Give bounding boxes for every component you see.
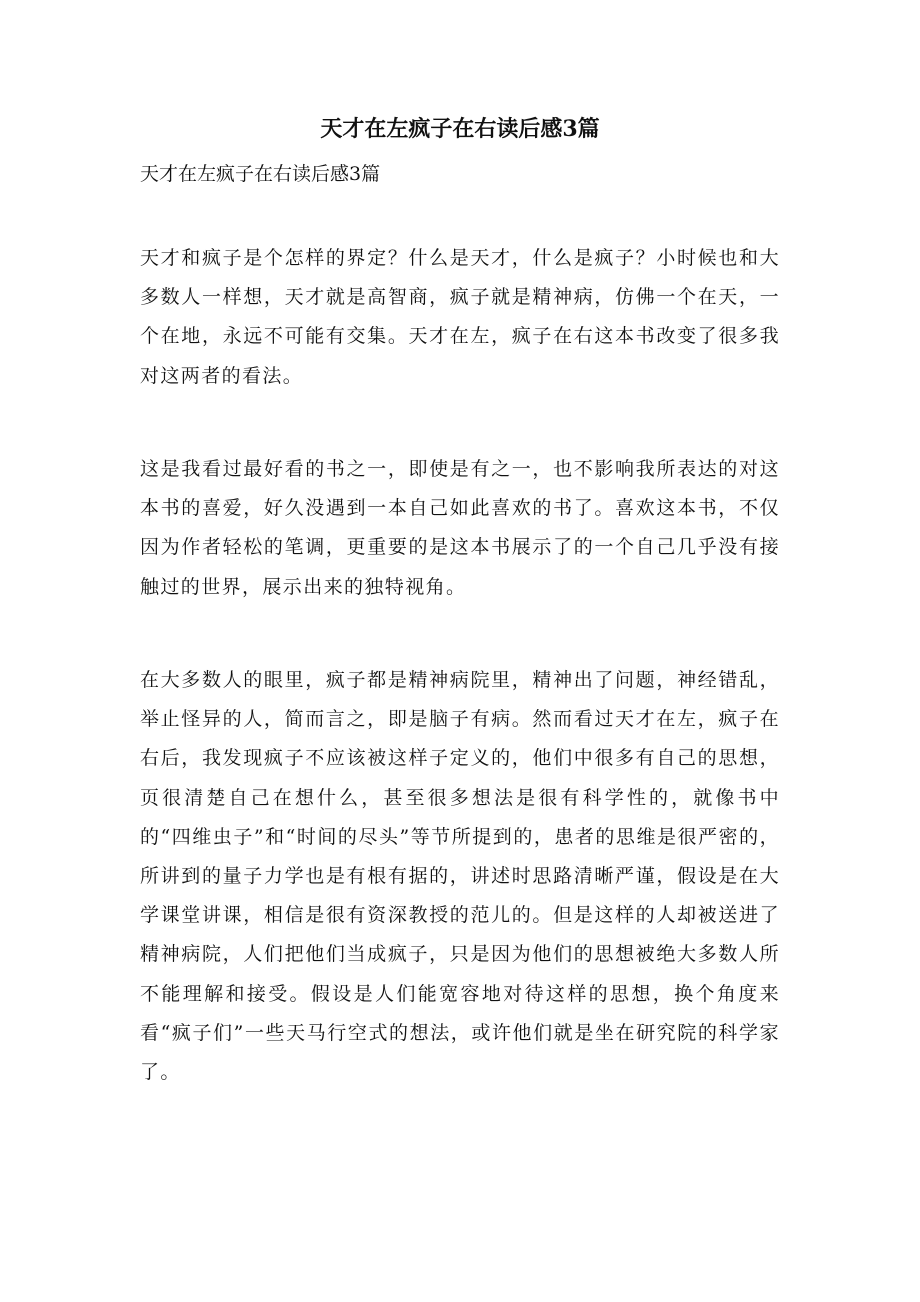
paragraph-3: 在大多数人的眼里，疯子都是精神病院里，精神出了问题，神经错乱，举止怪异的人，简而言之，即是脑子有病。然而看过天才在左，疯子在右后，我发现疯子不应该被这样子定义的，他们中很多有自己的思想，页很清楚自己在想什么，甚至很多想法是很有科学性的，就像书中的“四维虫子”和“时间的尽头”等节所提到的，患者的思维是很严密的，所讲到的量子力学也是有根有据的，讲述时思路清晰严谨，假设是在大学课堂讲课，相信是很有资深教授的范儿的。但是这样的人却被送进了精神病院，人们把他们当成疯子，只是因为他们的思想被绝大多数人所不能理解和接受。假设是人们能宽容地对待这样的思想，换个角度来看“疯子们”一些天马行空式的想法，或许他们就是坐在研究院的科学家了。 bbox=[140, 669, 780, 1084]
document-subtitle: 天才在左疯子在右读后感3篇 bbox=[140, 163, 381, 185]
document-title: 天才在左疯子在右读后感3篇 bbox=[320, 116, 600, 142]
paragraph-2: 这是我看过最好看的书之一，即使是有之一，也不影响我所表达的对这本书的喜爱，好久没遇到一本自己如此喜欢的书了。喜欢这本书，不仅因为作者轻松的笔调，更重要的是这本书展示了的一个自己几乎没有接触过的世界，展示出来的独特视角。 bbox=[140, 458, 780, 598]
paragraph-1: 天才和疯子是个怎样的界定？什么是天才，什么是疯子？小时候也和大多数人一样想，天才就是高智商，疯子就是精神病，仿佛一个在天，一个在地，永远不可能有交集。天才在左，疯子在右这本书改变了很多我对这两者的看法。 bbox=[140, 247, 780, 387]
